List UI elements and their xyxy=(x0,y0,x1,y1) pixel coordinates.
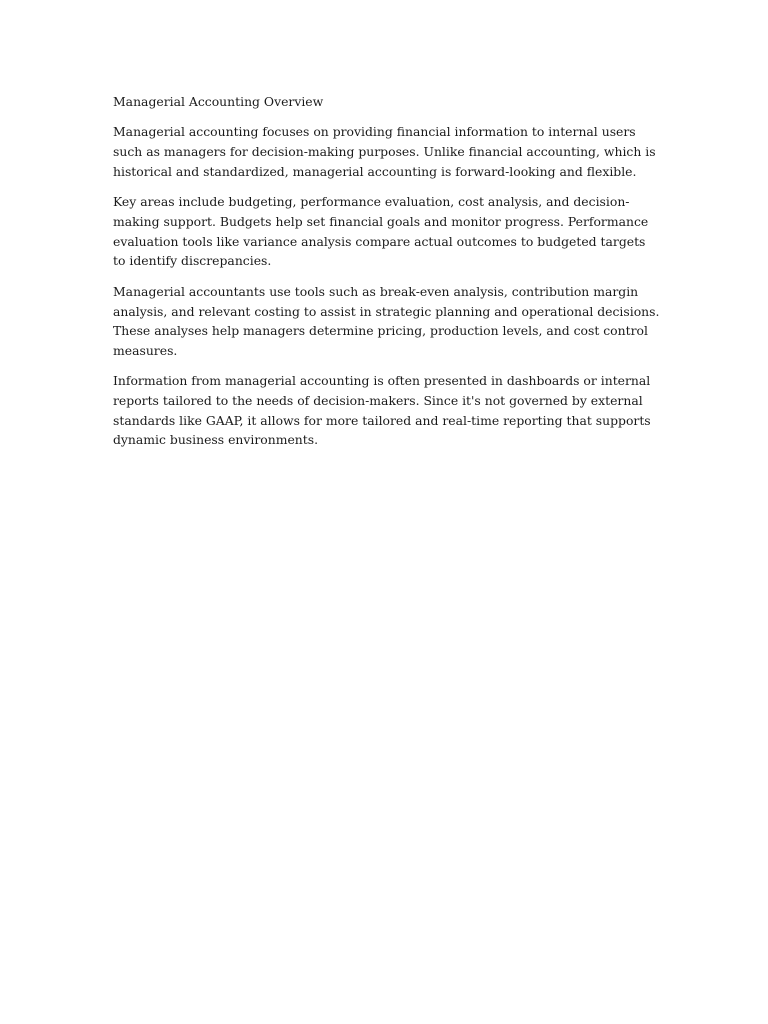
document-body xyxy=(113,92,661,461)
paragraph-tools: Managerial accountants use tools such as break-even analysis, contribution margin analysis, and relevant costing to assist in strategic planning and operational decisions. These analyses help managers determine pricing, production levels, and cost control measures. xyxy=(113,283,660,358)
paragraph-reporting: Information from managerial accounting is often presented in dashboards or internal reports tailored to the needs of decision-makers. Since it's not governed by external standards like GAAP, it allows for more tailored and real-time reporting that supports dynamic business environments. xyxy=(113,373,651,448)
document-title: Managerial Accounting Overview xyxy=(113,94,324,109)
paragraph-key-areas: Key areas include budgeting, performance evaluation, cost analysis, and decision-making support. Budgets help set financial goals and monitor progress. Performance evaluation tools like variance analysis compare actual outcomes to budgeted targets to identify discrepancies. xyxy=(113,194,649,269)
paragraph-intro: Managerial accounting focuses on providing financial information to internal users such as managers for decision-making purposes. Unlike financial accounting, which is historical and standardized, managerial accounting is forward-looking and flexible. xyxy=(113,124,656,179)
